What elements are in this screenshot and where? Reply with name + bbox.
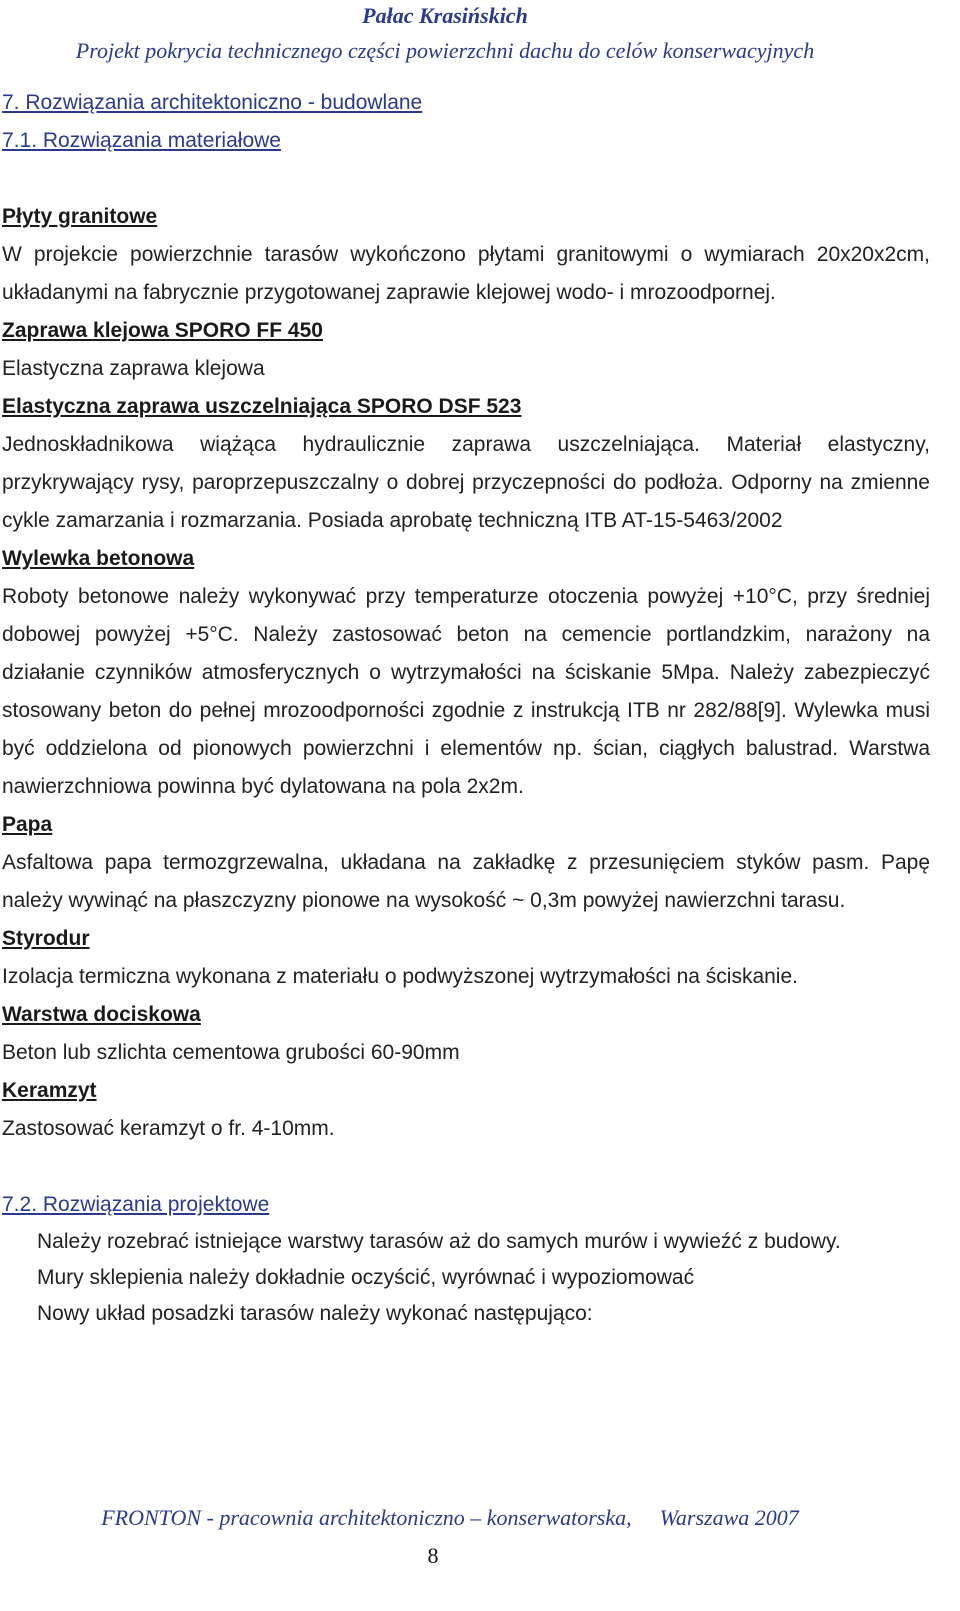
footer (0, 1505, 900, 1531)
subheading-uszczelniajaca: Elastyczna zaprawa uszczelniająca SPORO DSF 523 (2, 395, 522, 418)
paragraph-papa: Asfaltowa papa termozgrzewalna, układana na zakładkę z przesunięciem styków pasm. Papę należy wywinąć na płaszczyzny pionowe na wysokość ~ 0,3m powyżej nawierzchni tarasu. (2, 851, 930, 912)
subheading-papa: Papa (2, 813, 53, 836)
footer-right: Warszawa 2007 (659, 1505, 799, 1530)
paragraph-zaprawa: Elastyczna zaprawa klejowa (2, 357, 265, 380)
paragraph-styrodur: Izolacja termiczna wykonana z materiału o podwyższonej wytrzymałości na ściskanie. (2, 965, 798, 988)
section-heading-7-1: 7.1. Rozwiązania materiałowe (2, 129, 281, 152)
footer-left: FRONTON - pracownia architektoniczno – konserwatorska, (101, 1505, 632, 1530)
paragraph-project-1: Należy rozebrać istniejące warstwy tarasów aż do samych murów i wywieźć z budowy. (37, 1230, 841, 1253)
spacer (2, 160, 930, 198)
paragraph-project-2: Mury sklepienia należy dokładnie oczyścić, wyrównać i wypoziomować (37, 1266, 695, 1289)
paragraph-keramzyt: Zastosować keramzyt o fr. 4-10mm. (2, 1117, 335, 1140)
paragraph-plyty: W projekcie powierzchnie tarasów wykończono płytami granitowymi o wymiarach 20x20x2cm, układanymi na fabrycznie przygotowanej zaprawie klejowej wodo- i mrozoodpornej. (2, 243, 930, 304)
header-title: Pałac Krasińskich (362, 3, 528, 28)
subheading-zaprawa: Zaprawa klejowa SPORO FF 450 (2, 319, 323, 342)
subheading-warstwa-dociskowa: Warstwa dociskowa (2, 1003, 201, 1026)
paragraph-wylewka: Roboty betonowe należy wykonywać przy temperaturze otoczenia powyżej +10°C, przy średniej dobowej powyżej +5°C. Należy zastosować beton na cemencie portlandzkim, narażony na działanie czynników atmosferycznych o wytrzymałości na ściskanie 5Mpa. Należy zabezpieczyć stosowany beton do pełnej mrozoodporności zgodnie z instrukcją ITB nr 282/88[9]. Wylewka musi być oddzielona od pionowych powierzchni i elementów np. ścian, ciągłych balustrad. Warstwa nawierzchniowa powinna być dylatowana na pola 2x2m. (2, 585, 930, 798)
document-body (2, 84, 930, 1332)
paragraph-warstwa-dociskowa: Beton lub szlichta cementowa grubości 60-90mm (2, 1041, 460, 1064)
subheading-keramzyt: Keramzyt (2, 1079, 97, 1102)
subheading-styrodur: Styrodur (2, 927, 90, 950)
header-subtitle: Projekt pokrycia technicznego części powierzchni dachu do celów konserwacyjnych (75, 38, 815, 63)
subheading-wylewka: Wylewka betonowa (2, 547, 195, 570)
section-heading-7: 7. Rozwiązania architektoniczno - budowlane (2, 91, 423, 114)
subheading-plyty: Płyty granitowe (2, 205, 158, 228)
spacer (2, 1148, 930, 1186)
page-number: 8 (427, 1543, 439, 1568)
section-heading-7-2: 7.2. Rozwiązania projektowe (2, 1193, 270, 1216)
paragraph-uszczelniajaca: Jednoskładnikowa wiążąca hydraulicznie zaprawa uszczelniająca. Materiał elastyczny, przykrywający rysy, paroprzepuszczalny o dobrej przyczepności do podłoża. Odporny na zmienne cykle zamarzania i rozmarzania. Posiada aprobatę techniczną ITB AT-15-5463/2002 (2, 433, 930, 532)
paragraph-project-3: Nowy układ posadzki tarasów należy wykonać następująco: (37, 1302, 593, 1325)
